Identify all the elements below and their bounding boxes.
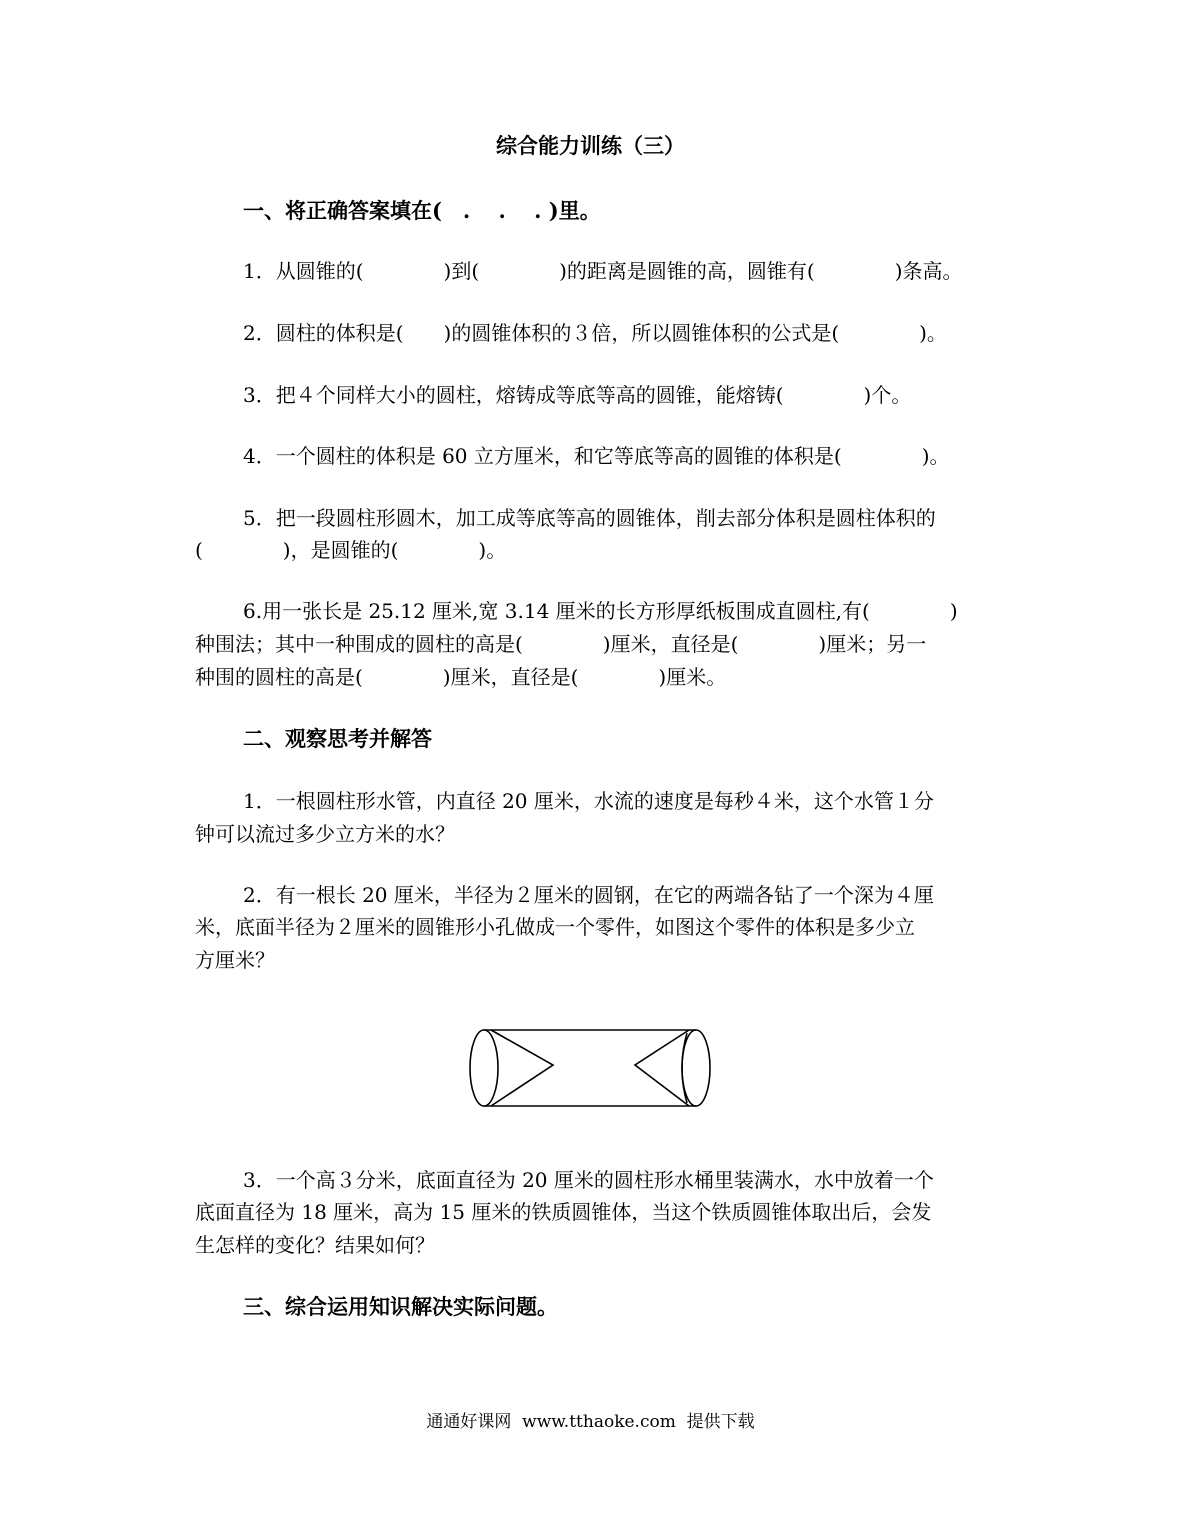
question-1-6-line-2: 种围法；其中一种围成的圆柱的高是( )厘米，直径是( )厘米；另一 <box>195 632 927 656</box>
question-2-3-line-2: 底面直径为 18 厘米，高为 15 厘米的铁质圆锥体，当这个铁质圆锥体取出后，会发 <box>195 1200 932 1224</box>
page-footer: 通通好课网 www.tthaoke.com 提供下载 <box>426 1412 755 1432</box>
question-1-6-line-3: 种围的圆柱的高是( )厘米，直径是( )厘米。 <box>195 665 727 689</box>
question-1-4-line-1: 4．一个圆柱的体积是 60 立方厘米，和它等底等高的圆锥的体积是( )。 <box>243 444 950 468</box>
question-1-1-line-1: 1．从圆锥的( )到( )的距离是圆锥的高，圆锥有( )条高。 <box>243 259 963 283</box>
question-2-3-line-1: 3．一个高３分米，底面直径为 20 厘米的圆柱形水桶里装满水，水中放着一个 <box>243 1168 934 1192</box>
right-inner-arc <box>682 1033 687 1103</box>
section-heading-3: 三、综合运用知识解决实际问题。 <box>243 1294 558 1319</box>
left-cone-hole <box>491 1030 553 1106</box>
question-1-2-line-1: 2．圆柱的体积是( )的圆锥体积的３倍，所以圆锥体积的公式是( )。 <box>243 321 947 345</box>
question-2-3-line-3: 生怎样的变化？结果如何？ <box>195 1233 435 1257</box>
cylinder-with-conical-holes-icon <box>465 1025 717 1111</box>
question-1-3-line-1: 3．把４个同样大小的圆柱，熔铸成等底等高的圆锥，能熔铸( )个。 <box>243 383 912 407</box>
left-end-ellipse <box>470 1030 498 1106</box>
question-2-2-line-3: 方厘米？ <box>195 948 275 972</box>
page-title: 综合能力训练（三） <box>496 133 685 158</box>
question-2-2-line-1: 2．有一根长 20 厘米，半径为２厘米的圆钢，在它的两端各钻了一个深为４厘 <box>243 883 934 907</box>
section-heading-2: 二、观察思考并解答 <box>243 726 432 751</box>
right-cone-hole <box>635 1030 689 1106</box>
question-2-1-line-1: 1．一根圆柱形水管，内直径 20 厘米，水流的速度是每秒４米，这个水管１分 <box>243 789 934 813</box>
section-heading-1: 一、将正确答案填在( . . . )里。 <box>243 198 601 223</box>
question-1-5-line-1: 5．把一段圆柱形圆木，加工成等底等高的圆锥体，削去部分体积是圆柱体积的 <box>243 506 936 530</box>
question-2-2-line-2: 米，底面半径为２厘米的圆锥形小孔做成一个零件，如图这个零件的体积是多少立 <box>195 915 915 939</box>
question-2-1-line-2: 钟可以流过多少立方米的水？ <box>195 822 455 846</box>
right-end-ellipse <box>682 1030 710 1106</box>
question-1-5-line-2: ( )，是圆锥的( )。 <box>195 538 507 562</box>
question-1-6-line-1: 6.用一张长是 25.12 厘米,宽 3.14 厘米的长方形厚纸板围成直圆柱,有( ) <box>243 599 958 623</box>
